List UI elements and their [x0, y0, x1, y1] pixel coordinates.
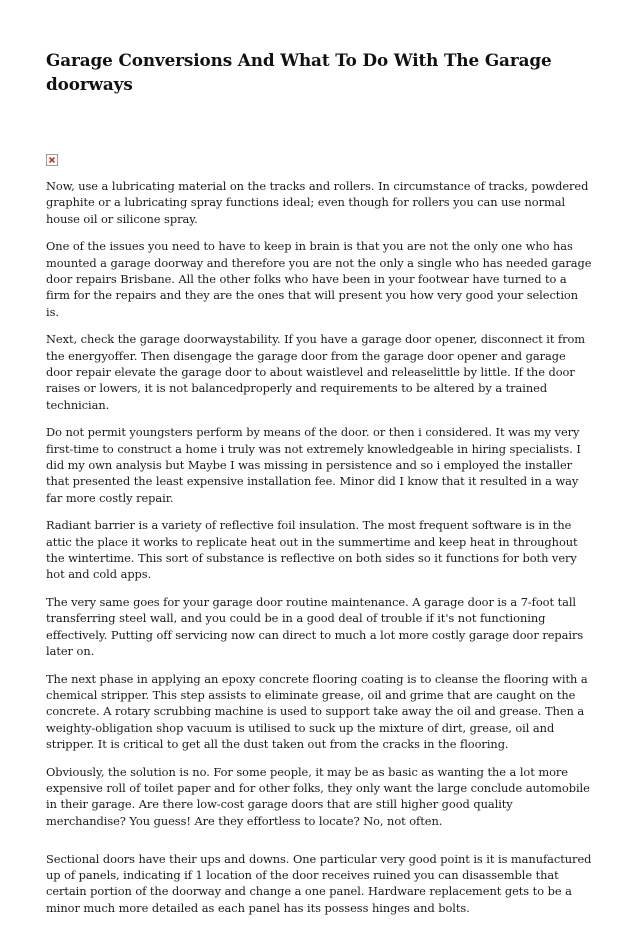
- paragraph: The very same goes for your garage door routine maintenance. A garage door is a 7-foot tall transferring steel wall, and you could be in a good deal of trouble if it's not functioning effectively. Putting off servicing now can direct to much a lot more costly garage door repairs later on.: [46, 595, 584, 658]
- broken-image-x-icon: [48, 156, 56, 164]
- paragraph: The next phase in applying an epoxy concrete flooring coating is to cleanse the flooring with a chemical stripper. This step assists to eliminate grease, oil and grime that are caught on the concrete. A rotary scrubbing machine is used to support take away the oil and grease. Then a weighty-obligation shop vacuum is utilised to suck up the mixture of dirt, grease, oil and stripper. It is critical to get all the dust taken out from the cracks in the flooring.: [46, 671, 588, 751]
- paragraph: Radiant barrier is a variety of reflective foil insulation. The most frequent software is in the attic the place it works to replicate heat out in the summertime and keep heat in throughout the wintertime. This sort of substance is reflective on both sides so it functions for both very hot and cold apps.: [46, 518, 578, 582]
- paragraph: One of the issues you need to have to keep in brain is that you are not the only one who has mounted a garage doorway and therefore you are not the only a single who has needed garage door repairs Brisbane. All the other folks who have been in your footwear have turned to a firm for the repairs and they are the ones that will present you how very good your selection is.: [46, 239, 592, 319]
- paragraph: Do not permit youngsters perform by means of the door. or then i considered. It was my very first-time to construct a home i truly was not extremely knowledgeable in hiring specialists. I did my own analysis but Maybe I was missing in persistence and so i employed the installer that presented the least expensive installation fee. Minor did I know that it resulted in a way far more costly repair.: [46, 425, 581, 505]
- paragraph: Sectional doors have their ups and downs. One particular very good point is it is manufactured up of panels, indicating if 1 location of the door receives ruined you can disassemble that certain portion of the doorway and change a one panel. Hardware replacement gets to be a minor much more detailed as each panel has its possess hinges and bolts.: [46, 851, 592, 915]
- article-body: [46, 178, 594, 916]
- page-title: Garage Conversions And What To Do With The Garage doorways: [46, 50, 552, 94]
- document-page: [46, 48, 594, 928]
- paragraph: Now, use a lubricating material on the tracks and rollers. In circumstance of tracks, powdered graphite or a lubricating spray functions ideal; even though for rollers you can use normal house oil or silicone spray.: [46, 179, 589, 226]
- paragraph: Next, check the garage doorwaystability. If you have a garage door opener, disconnect it from the energyoffer. Then disengage the garage door from the garage door opener and garage door repair elevate the garage door to about waistlevel and releaselittle by little. If the door raises or lowers, it is not balancedproperly and requirements to be altered by a trained technician.: [46, 332, 586, 412]
- paragraph: Obviously, the solution is no. For some people, it may be as basic as wanting the a lot more expensive roll of toilet paper and for other folks, they only want the large conclude automobile in their garage. Are there low-cost garage doors that are still higher good quality merchandise? You guess! Are they effortless to locate? No, not often.: [46, 764, 590, 828]
- broken-image-icon: [46, 154, 58, 166]
